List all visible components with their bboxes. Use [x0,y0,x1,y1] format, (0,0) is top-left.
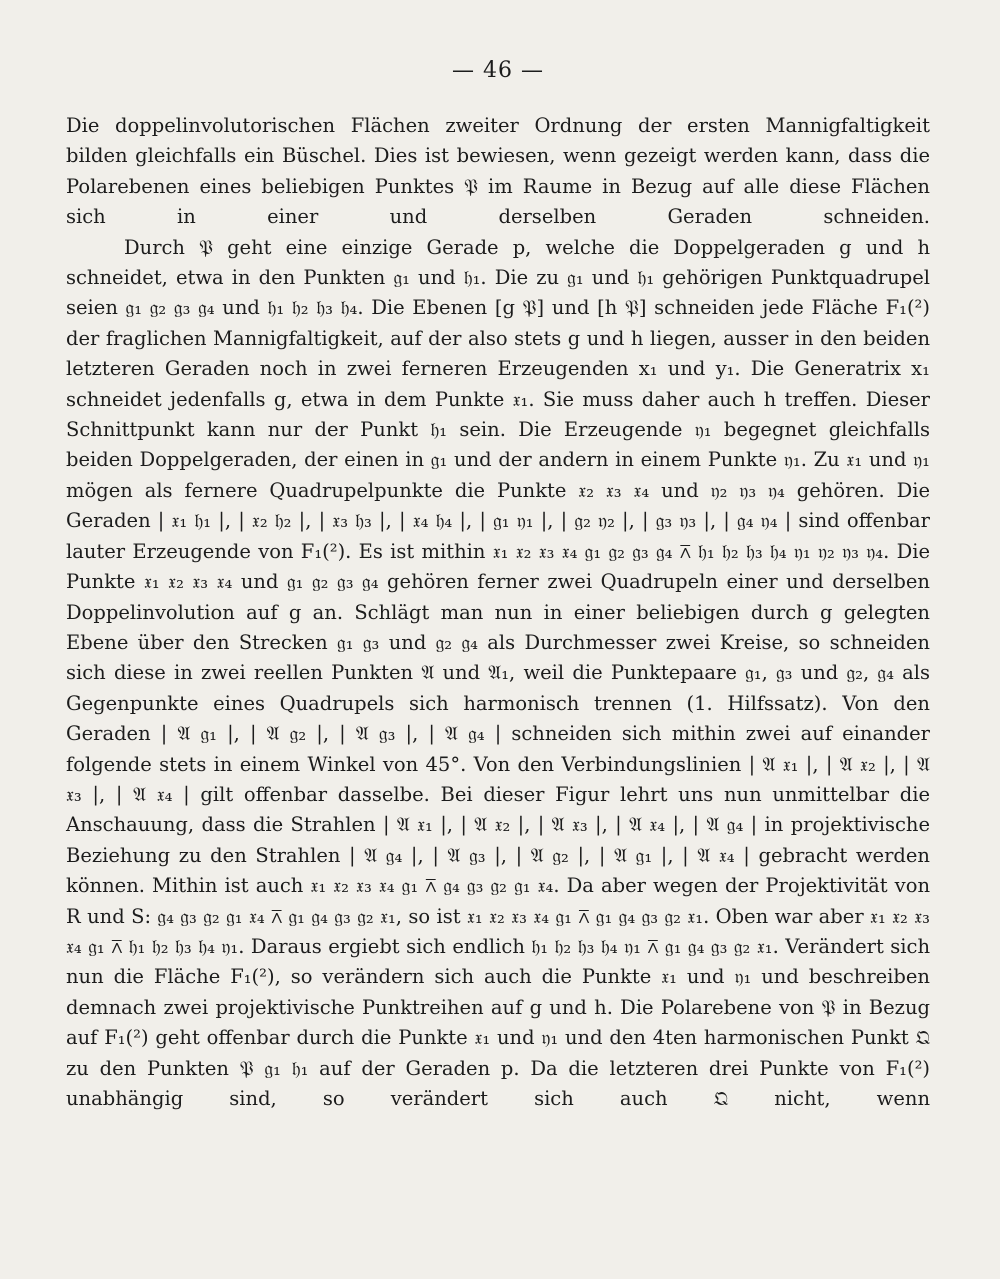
paragraph: Durch 𝔓 geht eine einzige Gerade p, welche die Doppelgeraden g und h schneidet, etwa in den Punkten 𝔤₁ und 𝔥₁. Die zu 𝔤₁ und 𝔥₁ gehörigen Punktquadrupel seien 𝔤₁ 𝔤₂ 𝔤₃ 𝔤₄ und 𝔥₁ 𝔥₂ 𝔥₃ 𝔥₄. Die Ebenen [g 𝔓] und [h 𝔓] schneiden jede Fläche F₁(²) der fraglichen Mannigfaltigkeit, auf der also stets g und h liegen, ausser in den beiden letzteren Geraden noch in zwei ferneren Erzeugenden x₁ und y₁. Die Generatrix x₁ schneidet jedenfalls g, etwa in dem Punkte 𝔵₁. Sie muss daher auch h treffen. Dieser Schnittpunkt kann nur der Punkt 𝔥₁ sein. Die Erzeugende 𝔶₁ begegnet gleichfalls beiden Doppelgeraden, der einen in 𝔤₁ und der andern in einem Punkte 𝔶₁. Zu 𝔵₁ und 𝔶₁ mögen als fernere Quadrupelpunkte die Punkte 𝔵₂ 𝔵₃ 𝔵₄ und 𝔶₂ 𝔶₃ 𝔶₄ gehören. Die Geraden | 𝔵₁ 𝔥₁ |, | 𝔵₂ 𝔥₂ |, | 𝔵₃ 𝔥₃ |, | 𝔵₄ 𝔥₄ |, | 𝔤₁ 𝔶₁ |, | 𝔤₂ 𝔶₂ |, | 𝔤₃ 𝔶₃ |, | 𝔤₄ 𝔶₄ | sind offenbar lauter Erzeugende von F₁(²). Es ist mithin 𝔵₁ 𝔵₂ 𝔵₃ 𝔵₄ 𝔤₁ 𝔤₂ 𝔤₃ 𝔤₄ ⊼ 𝔥₁ 𝔥₂ 𝔥₃ 𝔥₄ 𝔶₁ 𝔶₂ 𝔶₃ 𝔶₄. Die Punkte 𝔵₁ 𝔵₂ 𝔵₃ 𝔵₄ und 𝔤₁ 𝔤₂ 𝔤₃ 𝔤₄ gehören ferner zwei Quadrupeln einer und derselben Doppelinvolution auf g an. Schlägt man nun in einer beliebigen durch g gelegten Ebene über den Strecken 𝔤₁ 𝔤₃ und 𝔤₂ 𝔤₄ als Durchmesser zwei Kreise, so schneiden sich diese in zwei reellen Punkten 𝔄 und 𝔄₁, weil die Punktepaare 𝔤₁, 𝔤₃ und 𝔤₂, 𝔤₄ als Gegenpunkte eines Quadrupels sich harmonisch trennen (1. Hilfssatz). Von den Geraden | 𝔄 𝔤₁ |, | 𝔄 𝔤₂ |, | 𝔄 𝔤₃ |, | 𝔄 𝔤₄ | schneiden sich mithin zwei auf einander folgende stets in einem Winkel von 45°. Von den Verbindungslinien | 𝔄 𝔵₁ |, | 𝔄 𝔵₂ |, | 𝔄 𝔵₃ |, | 𝔄 𝔵₄ | gilt offenbar dasselbe. Bei dieser Figur lehrt uns nun unmittelbar die Anschauung, dass die Strahlen | 𝔄 𝔵₁ |, | 𝔄 𝔵₂ |, | 𝔄 𝔵₃ |, | 𝔄 𝔵₄ |, | 𝔄 𝔤₄ | in projektivische Beziehung zu den Strahlen | 𝔄 𝔤₄ |, | 𝔄 𝔤₃ |, | 𝔄 𝔤₂ |, | 𝔄 𝔤₁ |, | 𝔄 𝔵₄ | gebracht werden können. Mithin ist auch 𝔵₁ 𝔵₂ 𝔵₃ 𝔵₄ 𝔤₁ ⊼ 𝔤₄ 𝔤₃ 𝔤₂ 𝔤₁ 𝔵₄. Da aber wegen der Projektivität von R und S: 𝔤₄ 𝔤₃ 𝔤₂ 𝔤₁ 𝔵₄ ⊼ 𝔤₁ 𝔤₄ 𝔤₃ 𝔤₂ 𝔵₁, so ist 𝔵₁ 𝔵₂ 𝔵₃ 𝔵₄ 𝔤₁ ⊼ 𝔤₁ 𝔤₄ 𝔤₃ 𝔤₂ 𝔵₁. Oben war aber 𝔵₁ 𝔵₂ 𝔵₃ 𝔵₄ 𝔤₁ ⊼ 𝔥₁ 𝔥₂ 𝔥₃ 𝔥₄ 𝔶₁. Daraus ergiebt sich endlich 𝔥₁ 𝔥₂ 𝔥₃ 𝔥₄ 𝔶₁ ⊼ 𝔤₁ 𝔤₄ 𝔤₃ 𝔤₂ 𝔵₁. Verändert sich nun die Fläche F₁(²), so verändern sich auch die Punkte 𝔵₁ und 𝔶₁ und beschreiben demnach zwei projektivische Punktreihen auf g und h. Die Polarebene von 𝔓 in Bezug auf F₁(²) geht offenbar durch die Punkte 𝔵₁ und 𝔶₁ und den 4ten harmonischen Punkt 𝔔 zu den Punkten 𝔓 𝔤₁ 𝔥₁ auf der Geraden p. Da die letzteren drei Punkte von F₁(²) unabhängig sind, so verändert sich auch 𝔔 nicht, wenn [66,235,930,1110]
body-text [66,111,930,1114]
page-number: — 46 — [452,58,544,83]
paragraph: Die doppelinvolutorischen Flächen zweiter Ordnung der ersten Mannigfaltigkeit bilden gleichfalls ein Büschel. Dies ist bewiesen, wenn gezeigt werden kann, dass die Polarebenen eines beliebigen Punktes 𝔓 im Raume in Bezug auf alle diese Flächen sich in einer und derselben Geraden schneiden. [66,114,930,229]
